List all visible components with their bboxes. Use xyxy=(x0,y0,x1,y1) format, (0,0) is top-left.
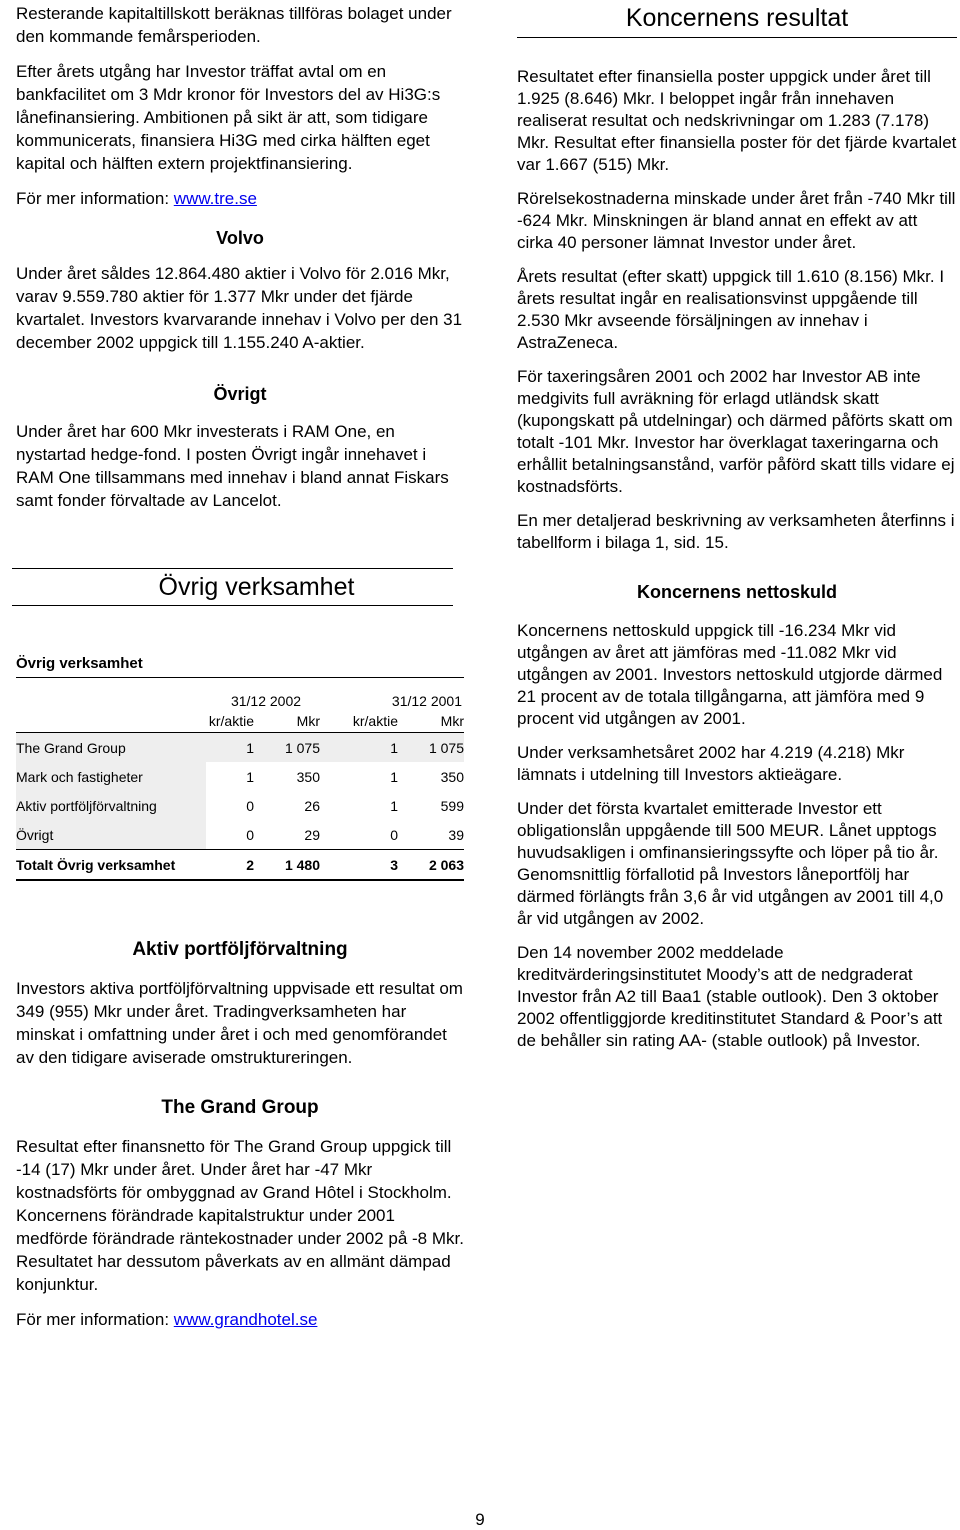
aktiv-paragraph: Investors aktiva portföljförvaltning uppvisade ett resultat om 349 (955) Mkr under året. Tradingverksamheten har minskat i omfattning under året i och med genomförandet av den tidigare aviserade omstruktureringen. xyxy=(16,979,463,1067)
row-value: 0 xyxy=(390,826,398,843)
grand-info xyxy=(16,1308,464,1331)
row-value: 599 xyxy=(440,797,464,814)
row-value: 1 xyxy=(390,797,398,814)
ovrigt-paragraph: Under året har 600 Mkr investerats i RAM One, en nystartad hedge-fond. I posten Övrigt ingår innehavet i RAM One tillsammans med innehav i bland annat Fiskars samt fonder förvaltade av Lancelot. xyxy=(16,422,449,510)
page-number: 9 xyxy=(475,1510,485,1529)
row-value: 1 xyxy=(246,768,254,785)
table-row xyxy=(16,791,464,820)
ovrig-verksamhet-table xyxy=(16,691,464,881)
ovrig-verksamhet-heading: Övrig verksamhet xyxy=(158,573,355,601)
row-value: 350 xyxy=(296,768,320,785)
table-period-row xyxy=(16,691,464,710)
hi3g-info-label: För mer information: xyxy=(16,189,174,208)
skuld-paragraph-4: Den 14 november 2002 meddelade kreditvärderingsinstitutet Moody’s att de nedgraderat Investor från A2 till Baa1 (stable outlook). Den 3 oktober 2002 offentliggjorde kreditinstitutet Standard & Poor’s att de behåller sin rating AA- (stable outlook) på Investor. xyxy=(517,943,943,1050)
ovrigt-heading: Övrigt xyxy=(213,384,267,404)
row-value: 0 xyxy=(246,797,254,814)
row-value: 29 xyxy=(304,826,320,843)
sub-kr-aktie-2001: kr/aktie xyxy=(352,713,398,729)
koncern-heading-block xyxy=(517,2,957,38)
skuld-paragraph-3: Under det första kvartalet emitterade Investor ett obligationslån uppgående till 500 MEUR. Lånet upptogs huvudsakligen i omfinansieringssyfte och löper på tio år. Genomsnittlig förfallotid på Investors låneportfölj har därmed förlängts från 3,6 år vid utgången av 2001 till 4,0 år vid utgången av 2002. xyxy=(517,799,944,928)
total-label: Totalt Övrig verksamhet xyxy=(16,856,176,873)
grand-info-label: För mer information: xyxy=(16,1310,174,1329)
hi3g-info xyxy=(16,187,464,210)
koncern-paragraph-5: En mer detaljerad beskrivning av verksamheten återfinns i tabellform i bilaga 1, sid. 15. xyxy=(517,511,955,552)
table-row xyxy=(16,733,464,763)
total-value: 2 xyxy=(246,856,254,873)
koncern-paragraph-4: För taxeringsåren 2001 och 2002 har Investor AB inte medgivits full avräkning för erlagd utländsk skatt (kupongskatt på utdelningar) och därmed påförts skatt om totalt -101 Mkr. Investor har överklagat taxeringarna och erhållit betalningsanstånd, varför påförd skatt tills vidare ej kostnadsförts. xyxy=(517,367,955,496)
row-value: 1 xyxy=(390,739,398,756)
left-column xyxy=(16,2,464,1331)
skuld-paragraph-2: Under verksamhetsåret 2002 har 4.219 (4.218) Mkr lämnats i utdelning till Investors aktieägare. xyxy=(517,743,905,784)
skuld-heading: Koncernens nettoskuld xyxy=(636,582,838,602)
koncern-paragraph-3: Årets resultat (efter skatt) uppgick till 1.610 (8.156) Mkr. I årets resultat ingår en realisationsvinst uppgående till 2.530 Mkr avseende försäljningen av innehav i AstraZeneca. xyxy=(517,267,945,352)
row-value: 1 075 xyxy=(284,739,320,756)
row-label: Övrigt xyxy=(16,820,206,850)
row-label: Aktiv portföljförvaltning xyxy=(16,791,206,820)
hi3g-paragraph-2: Efter årets utgång har Investor träffat avtal om en bankfacilitet om 3 Mdr kronor för Investors del av Hi3G:s lånefinansiering. Ambitionen på sikt är att, som tidigare kommunicerats, finansiera Hi3G med cirka hälften eget kapital och hälften extern projektfinansiering. xyxy=(16,62,441,173)
total-value: 2 063 xyxy=(428,856,464,873)
hi3g-link[interactable]: www.tre.se xyxy=(173,189,257,208)
grandhotel-link[interactable]: www.grandhotel.se xyxy=(173,1310,318,1329)
section-rule-bottom xyxy=(12,605,453,606)
period-2001: 31/12 2001 xyxy=(391,692,462,709)
sub-mkr-2001: Mkr xyxy=(440,713,464,729)
row-label: Mark och fastigheter xyxy=(16,762,206,791)
row-value: 1 xyxy=(390,768,398,785)
row-value: 0 xyxy=(246,826,254,843)
right-column xyxy=(517,2,957,1052)
row-value: 1 075 xyxy=(428,739,464,756)
row-label: The Grand Group xyxy=(16,739,126,756)
table-row xyxy=(16,820,464,850)
section-rule-top xyxy=(12,568,453,569)
koncern-heading: Koncernens resultat xyxy=(625,4,849,32)
total-value: 3 xyxy=(390,856,398,873)
row-value: 1 xyxy=(246,739,254,756)
grand-heading: The Grand Group xyxy=(161,1097,319,1118)
skuld-paragraph-1: Koncernens nettoskuld uppgick till -16.234 Mkr vid utgången av året att jämföras med -11.082 Mkr vid utgången av 2001. Investors nettoskuld utgjorde därmed 21 procent av de totala tillgångarna, att jämföra med 9 procent vid utgången av 2001. xyxy=(517,621,943,728)
sub-kr-aktie-2002: kr/aktie xyxy=(208,713,254,729)
ovrig-verksamhet-table-block xyxy=(16,655,464,881)
aktiv-heading: Aktiv portföljförvaltning xyxy=(132,939,348,960)
koncern-rule xyxy=(517,37,957,38)
table-row xyxy=(16,762,464,791)
table-title: Övrig verksamhet xyxy=(16,655,464,678)
koncern-paragraph-1: Resultatet efter finansiella poster uppgick under året till 1.925 (8.646) Mkr. I beloppet ingår från innehaven realiserat resultat och nedskrivningar om 1.283 (7.178) Mkr. Resultat efter finansiella poster för det fjärde kvartalet var 1.667 (515) Mkr. xyxy=(517,67,957,174)
total-value: 1 480 xyxy=(284,856,320,873)
ovrig-verksamhet-section xyxy=(12,568,453,606)
koncern-paragraph-2: Rörelsekostnaderna minskade under året från -740 Mkr till -624 Mkr. Minskningen är bland annat en effekt av att cirka 40 personer lämnat Investor under året. xyxy=(517,189,956,252)
hi3g-paragraph-1: Resterande kapitaltillskott beräknas tillföras bolaget under den kommande femårsperioden. xyxy=(16,4,452,46)
sub-mkr-2002: Mkr xyxy=(296,713,320,729)
row-value: 350 xyxy=(440,768,464,785)
volvo-heading: Volvo xyxy=(216,228,264,248)
volvo-paragraph: Under året såldes 12.864.480 aktier i Volvo för 2.016 Mkr, varav 9.559.780 aktier för 1.377 Mkr under det fjärde kvartalet. Investors kvarvarande innehav i Volvo per den 31 december 2002 uppgick till 1.155.240 A-aktier. xyxy=(16,264,463,352)
table-total-row xyxy=(16,850,464,881)
row-value: 26 xyxy=(304,797,320,814)
period-2002: 31/12 2002 xyxy=(230,692,302,709)
grand-paragraph: Resultat efter finansnetto för The Grand Group uppgick till -14 (17) Mkr under året. Under året har -47 Mkr kostnadsförts för ombyggnad av Grand Hôtel i Stockholm. Koncernens förändrade kapitalstruktur under 2001 medförde förändrade räntekostnader under 2002 på -8 Mkr. Resultatet har dessutom påverkats av en allmänt dämpad konjunktur. xyxy=(16,1137,464,1294)
table-subheader-row xyxy=(16,710,464,733)
row-value: 39 xyxy=(448,826,464,843)
